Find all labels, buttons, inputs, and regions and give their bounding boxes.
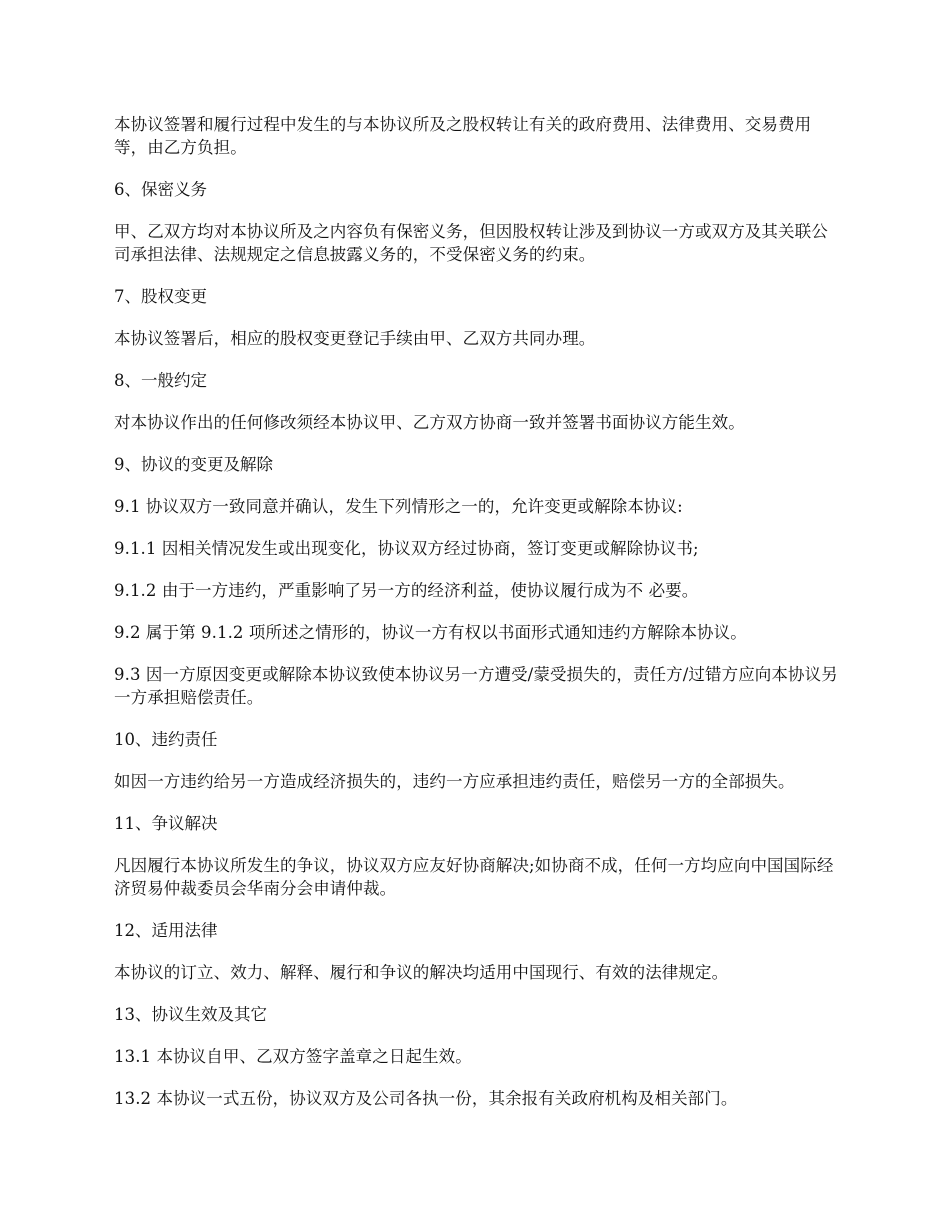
paragraph-clause-9-1-1: 9.1.1 因相关情况发生或出现变化，协议双方经过协商，签订变更或解除协议书; [114, 539, 699, 558]
heading-effectiveness: 13、协议生效及其它 [114, 1005, 267, 1024]
heading-confidentiality: 6、保密义务 [114, 180, 207, 199]
document-page [114, 113, 842, 1129]
paragraph-dispute-resolution: 凡因履行本协议所发生的争议，协议双方应友好协商解决;如协商不成，任何一方均应向中国国际经济贸易仲裁委员会华南分会申请仲裁。 [114, 856, 834, 898]
paragraph-liability: 如因一方违约给另一方造成经济损失的，违约一方应承担违约责任，赔偿另一方的全部损失。 [114, 772, 795, 791]
paragraph-clause-9-2: 9.2 属于第 9.1.2 项所述之情形的，协议一方有权以书面形式通知违约方解除本协议。 [114, 623, 747, 642]
paragraph-general-terms: 对本协议作出的任何修改须经本协议甲、乙方双方协商一致并签署书面协议方能生效。 [114, 413, 745, 432]
heading-applicable-law: 12、适用法律 [114, 921, 218, 940]
paragraph-clause-9-1-2: 9.1.2 由于一方违约，严重影响了另一方的经济利益，使协议履行成为不 必要。 [114, 581, 699, 600]
paragraph-clause-9-3: 9.3 因一方原因变更或解除本协议致使本协议另一方遭受/蒙受损失的，责任方/过错方应向本协议另一方承担赔偿责任。 [114, 665, 838, 707]
paragraph-equity-change: 本协议签署后，相应的股权变更登记手续由甲、乙双方共同办理。 [114, 329, 596, 348]
heading-liability: 10、违约责任 [114, 730, 218, 749]
paragraph-applicable-law: 本协议的订立、效力、解释、履行和争议的解决均适用中国现行、有效的法律规定。 [114, 963, 729, 982]
paragraph-clause-13-2: 13.2 本协议一式五份，协议双方及公司各执一份，其余报有关政府机构及相关部门。 [114, 1089, 738, 1108]
heading-dispute-resolution: 11、争议解决 [114, 814, 218, 833]
heading-general-terms: 8、一般约定 [114, 371, 207, 390]
paragraph-confidentiality: 甲、乙双方均对本协议所及之内容负有保密义务，但因股权转让涉及到协议一方或双方及其关联公司承担法律、法规规定之信息披露义务的，不受保密义务的约束。 [114, 222, 828, 264]
paragraph-clause-13-1: 13.1 本协议自甲、乙双方签字盖章之日起生效。 [114, 1047, 472, 1066]
heading-modification-termination: 9、协议的变更及解除 [114, 455, 273, 474]
paragraph-clause-9-1: 9.1 协议双方一致同意并确认，发生下列情形之一的，允许变更或解除本协议: [114, 497, 683, 516]
paragraph-fees: 本协议签署和履行过程中发生的与本协议所及之股权转让有关的政府费用、法律费用、交易费用等，由乙方负担。 [114, 115, 812, 157]
heading-equity-change: 7、股权变更 [114, 287, 207, 306]
